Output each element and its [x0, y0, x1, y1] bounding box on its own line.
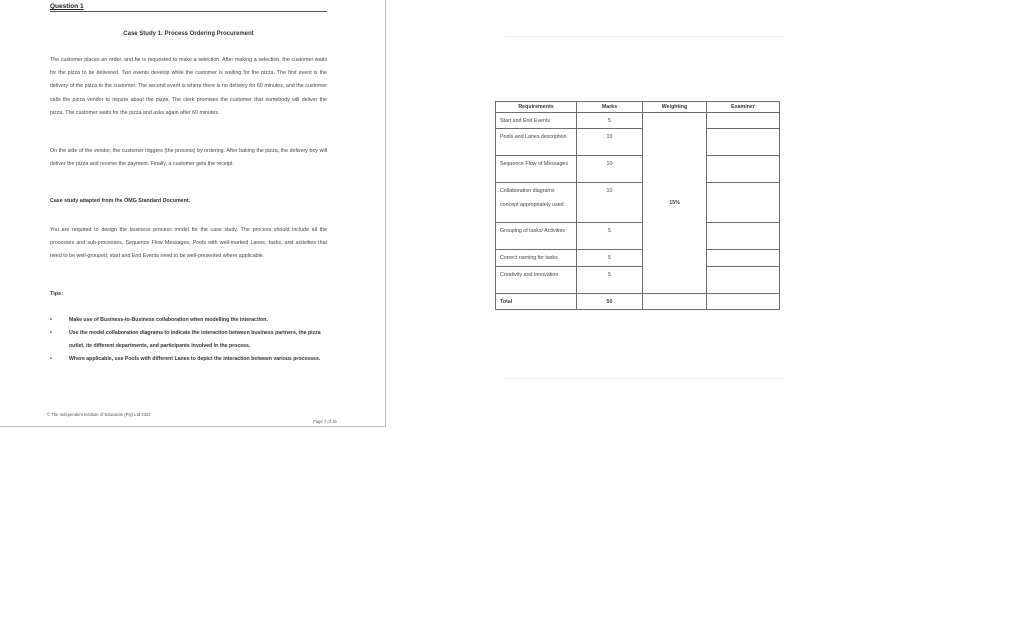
requirement-cell: Creativity and Innovation — [496, 266, 577, 293]
header-marks: Marks — [577, 102, 643, 113]
tip-text: Where applicable, use Pools with different Lanes to depict the interaction between various processes. — [69, 356, 321, 362]
requirement-cell: Correct naming for tasks — [496, 250, 577, 266]
tip-item — [50, 353, 330, 366]
case-study-title: Case Study 1: Process Ordering Procurement — [123, 31, 254, 37]
header-requirements: Requirements — [496, 102, 577, 113]
total-marks: 50 — [577, 293, 643, 309]
page-edge-line — [505, 36, 785, 37]
task-paragraph: You are required to design the business process model for the case study. The process should include all the processes and sub-processes, Sequence Flow Messages, Pools with well-marked Lanes, tasks, and activities that need to be well-grouped; start and End Events need to be well-presented where applicable. — [50, 227, 327, 260]
rubric-header-row — [496, 102, 780, 113]
marks-cell: 5 — [577, 113, 643, 129]
page-number: Page 7 of 16 — [313, 419, 337, 424]
examiner-cell — [707, 113, 780, 129]
rubric-row — [496, 266, 780, 293]
tip-item — [50, 327, 330, 353]
requirement-cell: Sequence Flow of Messages — [496, 156, 577, 183]
weighting-cell: 15% — [643, 113, 707, 294]
total-weighting-cell — [643, 293, 707, 309]
adapted-note: Case study adapted from the OMG Standard Document. — [50, 198, 191, 204]
rubric-row — [496, 113, 780, 129]
case-paragraph-2: On the side of the vendor, the customer triggers (the process) by ordering. After baking the pizza, the delivery boy will deliver the pizza and receive the payment. Finally, a customer gets the receipt. — [50, 148, 327, 168]
tip-text: Make use of Business-to-Business collaboration when modelling the interaction. — [69, 317, 268, 323]
rubric-row — [496, 223, 780, 250]
tips-list — [50, 314, 330, 366]
examiner-cell — [707, 156, 780, 183]
rubric-row — [496, 129, 780, 156]
rubric-row — [496, 183, 780, 223]
requirement-cell: Grouping of tasks/ Activities — [496, 223, 577, 250]
total-examiner-cell — [707, 293, 780, 309]
marks-cell: 10 — [577, 183, 643, 223]
rubric-row — [496, 156, 780, 183]
header-examiner: Examiner — [707, 102, 780, 113]
requirement-cell: Pools and Lanes description — [496, 129, 577, 156]
rubric-table — [495, 101, 780, 310]
marks-cell: 10 — [577, 129, 643, 156]
page-edge-line — [505, 378, 785, 379]
tips-label: Tips: — [50, 291, 64, 297]
tip-text: Use the model collaboration diagrams to indicate the interaction between business partners, the pizza outlet, its different departments, and participants involved in the process. — [69, 330, 321, 349]
document-page — [0, 0, 386, 427]
requirement-cell: Collaboration diagrams concept appropriately used — [496, 183, 577, 223]
marks-cell: 5 — [577, 250, 643, 266]
marks-cell: 5 — [577, 266, 643, 293]
case-paragraph-1: The customer places an order, and he is requested to make a selection. After making a selection, the customer waits for the pizza to be delivered. Two events develop while the customer is waiting for the pizza. The first event is the delivery of the pizza to the customer. The second event is where there is no delivery for 60 minutes, and the customer calls the pizza vendor to inquire about the pizza. The clerk promises the customer that somebody will deliver the pizza. The customer waits for the pizza and asks again after 60 minutes. — [50, 57, 327, 116]
rubric-row — [496, 250, 780, 266]
requirement-cell: Start and End Events — [496, 113, 577, 129]
bullet-icon: • — [50, 330, 52, 336]
examiner-cell — [707, 266, 780, 293]
marks-cell: 5 — [577, 223, 643, 250]
examiner-cell — [707, 223, 780, 250]
header-weighting: Weighting — [643, 102, 707, 113]
marks-cell: 10 — [577, 156, 643, 183]
bullet-icon: • — [50, 317, 52, 323]
total-label: Total — [496, 293, 577, 309]
examiner-cell — [707, 250, 780, 266]
examiner-cell — [707, 129, 780, 156]
bullet-icon: • — [50, 356, 52, 362]
question-heading: Question 1 — [50, 3, 84, 10]
tip-item — [50, 314, 330, 327]
rubric-total-row — [496, 293, 780, 309]
examiner-cell — [707, 183, 780, 223]
heading-rule — [50, 11, 327, 12]
footer-copyright: © The Independent Institute of Education (Pty) Ltd 2022 — [47, 412, 151, 417]
